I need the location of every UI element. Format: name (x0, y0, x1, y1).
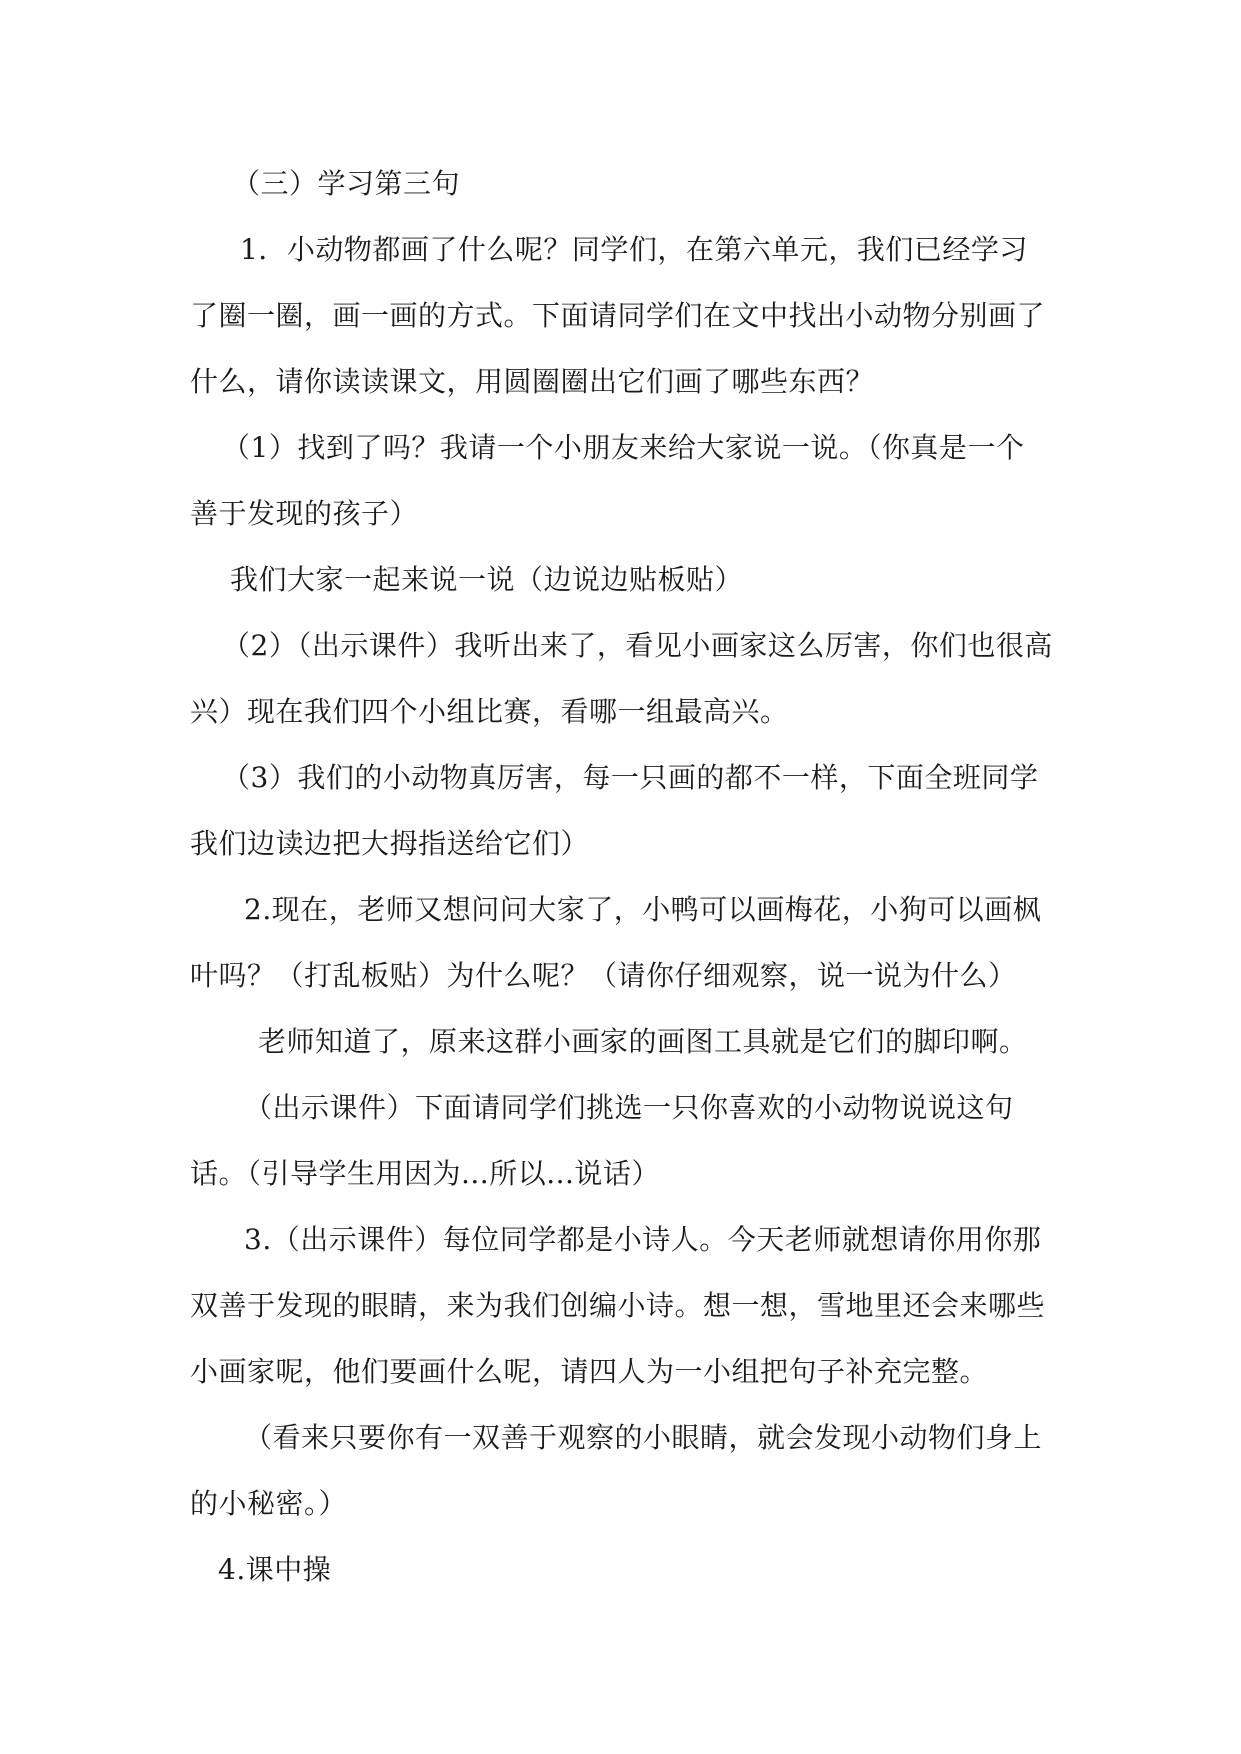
paragraph-line: （1）找到了吗？我请一个小朋友来给大家说一说。（你真是一个 (222, 431, 1025, 464)
paragraph-line: （3）我们的小动物真厉害，每一只画的都不一样，下面全班同学 (222, 761, 1039, 794)
paragraph-line: 善于发现的孩子） (190, 497, 419, 530)
paragraph-line: 3.（出示课件）每位同学都是小诗人。今天老师就想请你用你那 (244, 1223, 1042, 1256)
paragraph-line: 话。（引导学生用因为...所以...说话） (190, 1157, 660, 1190)
paragraph-line: 的小秘密。） (190, 1487, 348, 1520)
paragraph-line: 1．小动物都画了什么呢？同学们，在第六单元，我们已经学习 (240, 233, 1028, 266)
paragraph-line: （出示课件）下面请同学们挑选一只你喜欢的小动物说说这句 (244, 1091, 1014, 1124)
paragraph-line: 小画家呢，他们要画什么呢，请四人为一小组把句子补充完整。 (190, 1355, 989, 1388)
paragraph-line: 叶吗？（打乱板贴）为什么呢？（请你仔细观察，说一说为什么） (190, 959, 1017, 992)
paragraph-line: 老师知道了，原来这群小画家的画图工具就是它们的脚印啊。 (258, 1025, 1028, 1058)
paragraph-line: （2）（出示课件）我听出来了，看见小画家这么厉害，你们也很高 (222, 629, 1053, 662)
paragraph-line: 什么，请你读读课文，用圆圈圈出它们画了哪些东西？ (190, 365, 875, 398)
paragraph-line: 2.现在，老师又想问问大家了，小鸭可以画梅花，小狗可以画枫 (244, 893, 1042, 926)
paragraph-line: 我们大家一起来说一说（边说边贴板贴） (230, 563, 744, 596)
paragraph-line: 我们边读边把大拇指送给它们） (190, 827, 590, 860)
paragraph-line: 双善于发现的眼睛，来为我们创编小诗。想一想，雪地里还会来哪些 (190, 1289, 1046, 1322)
paragraph-line: 4.课中操 (218, 1553, 332, 1586)
paragraph-line: 了圈一圈，画一画的方式。下面请同学们在文中找出小动物分别画了 (190, 299, 1046, 332)
paragraph-line: （看来只要你有一双善于观察的小眼睛，就会发现小动物们身上 (244, 1421, 1043, 1454)
section-heading: （三）学习第三句 (232, 167, 461, 200)
paragraph-line: 兴）现在我们四个小组比赛，看哪一组最高兴。 (190, 695, 789, 728)
